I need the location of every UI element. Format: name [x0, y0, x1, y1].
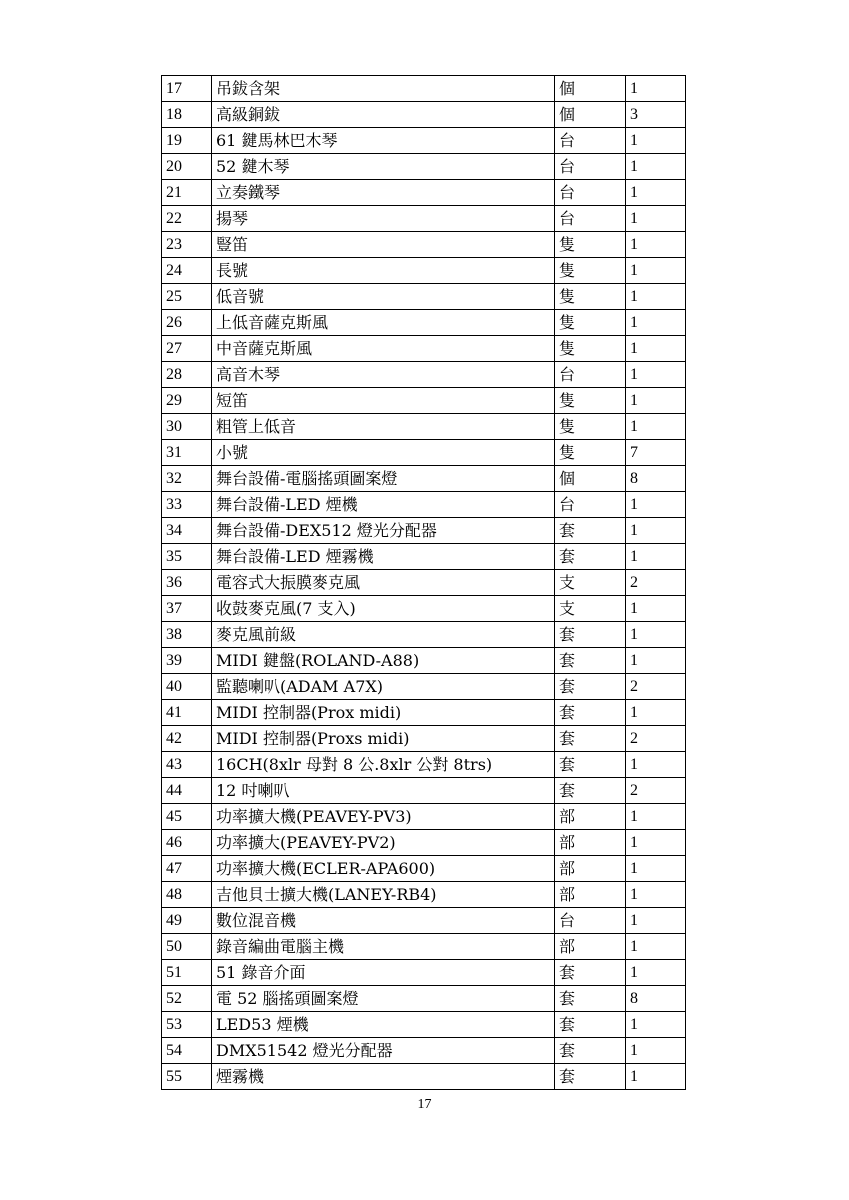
item-unit: 套	[555, 726, 626, 752]
table-row	[162, 102, 686, 128]
item-unit: 部	[555, 882, 626, 908]
table-row	[162, 154, 686, 180]
item-number: 43	[162, 752, 212, 778]
table-row	[162, 726, 686, 752]
item-quantity: 1	[626, 960, 686, 986]
item-name: 監聽喇叭(ADAM A7X)	[212, 674, 555, 700]
item-number: 41	[162, 700, 212, 726]
equipment-table	[161, 75, 686, 1090]
item-name: 豎笛	[212, 232, 555, 258]
item-name: DMX51542 燈光分配器	[212, 1038, 555, 1064]
item-name: 上低音薩克斯風	[212, 310, 555, 336]
item-name: MIDI 鍵盤(ROLAND-A88)	[212, 648, 555, 674]
item-quantity: 1	[626, 908, 686, 934]
item-number: 49	[162, 908, 212, 934]
table-row	[162, 544, 686, 570]
table-row	[162, 1038, 686, 1064]
item-unit: 台	[555, 154, 626, 180]
item-unit: 支	[555, 596, 626, 622]
table-row	[162, 310, 686, 336]
item-quantity: 1	[626, 180, 686, 206]
table-row	[162, 128, 686, 154]
item-name: 短笛	[212, 388, 555, 414]
item-quantity: 1	[626, 284, 686, 310]
item-name: 中音薩克斯風	[212, 336, 555, 362]
item-number: 42	[162, 726, 212, 752]
item-unit: 隻	[555, 310, 626, 336]
item-number: 27	[162, 336, 212, 362]
item-quantity: 1	[626, 232, 686, 258]
item-unit: 套	[555, 544, 626, 570]
item-number: 19	[162, 128, 212, 154]
item-quantity: 2	[626, 726, 686, 752]
table-row	[162, 466, 686, 492]
item-unit: 隻	[555, 336, 626, 362]
item-quantity: 1	[626, 882, 686, 908]
item-unit: 套	[555, 518, 626, 544]
item-number: 31	[162, 440, 212, 466]
item-name: 吊鈸含架	[212, 76, 555, 102]
item-name: MIDI 控制器(Proxs midi)	[212, 726, 555, 752]
item-quantity: 1	[626, 336, 686, 362]
item-quantity: 1	[626, 752, 686, 778]
item-unit: 套	[555, 986, 626, 1012]
table-row	[162, 622, 686, 648]
item-unit: 支	[555, 570, 626, 596]
equipment-table-body	[162, 76, 686, 1090]
item-number: 37	[162, 596, 212, 622]
item-name: 舞台設備-LED 煙霧機	[212, 544, 555, 570]
table-row	[162, 284, 686, 310]
item-name: 數位混音機	[212, 908, 555, 934]
item-number: 40	[162, 674, 212, 700]
item-quantity: 1	[626, 856, 686, 882]
item-number: 34	[162, 518, 212, 544]
item-unit: 個	[555, 76, 626, 102]
item-quantity: 1	[626, 544, 686, 570]
table-row	[162, 362, 686, 388]
item-number: 39	[162, 648, 212, 674]
item-name: 高級銅鈸	[212, 102, 555, 128]
item-number: 38	[162, 622, 212, 648]
table-row	[162, 778, 686, 804]
item-number: 50	[162, 934, 212, 960]
item-name: 電 52 腦搖頭圖案燈	[212, 986, 555, 1012]
table-row	[162, 960, 686, 986]
item-quantity: 1	[626, 310, 686, 336]
item-number: 51	[162, 960, 212, 986]
item-name: 小號	[212, 440, 555, 466]
item-unit: 套	[555, 648, 626, 674]
table-row	[162, 518, 686, 544]
table-row	[162, 414, 686, 440]
item-unit: 個	[555, 466, 626, 492]
item-name: 高音木琴	[212, 362, 555, 388]
item-number: 54	[162, 1038, 212, 1064]
item-number: 46	[162, 830, 212, 856]
item-name: 52 鍵木琴	[212, 154, 555, 180]
item-quantity: 1	[626, 934, 686, 960]
table-row	[162, 648, 686, 674]
item-unit: 隻	[555, 440, 626, 466]
item-quantity: 3	[626, 102, 686, 128]
item-unit: 部	[555, 856, 626, 882]
item-unit: 隻	[555, 388, 626, 414]
item-number: 21	[162, 180, 212, 206]
item-name: MIDI 控制器(Prox midi)	[212, 700, 555, 726]
item-unit: 套	[555, 778, 626, 804]
item-name: 麥克風前級	[212, 622, 555, 648]
item-unit: 部	[555, 934, 626, 960]
item-quantity: 1	[626, 206, 686, 232]
item-unit: 套	[555, 1012, 626, 1038]
item-unit: 台	[555, 128, 626, 154]
table-row	[162, 440, 686, 466]
item-quantity: 1	[626, 700, 686, 726]
item-name: 電容式大振膜麥克風	[212, 570, 555, 596]
table-row	[162, 388, 686, 414]
item-quantity: 7	[626, 440, 686, 466]
item-number: 23	[162, 232, 212, 258]
item-unit: 套	[555, 1038, 626, 1064]
item-quantity: 2	[626, 778, 686, 804]
item-unit: 套	[555, 622, 626, 648]
item-number: 48	[162, 882, 212, 908]
item-quantity: 1	[626, 1012, 686, 1038]
item-number: 29	[162, 388, 212, 414]
item-quantity: 1	[626, 596, 686, 622]
item-number: 24	[162, 258, 212, 284]
table-row	[162, 752, 686, 778]
item-unit: 個	[555, 102, 626, 128]
item-number: 44	[162, 778, 212, 804]
item-name: 舞台設備-LED 煙機	[212, 492, 555, 518]
item-number: 55	[162, 1064, 212, 1090]
item-quantity: 1	[626, 622, 686, 648]
table-row	[162, 232, 686, 258]
table-row	[162, 180, 686, 206]
item-name: 揚琴	[212, 206, 555, 232]
item-unit: 台	[555, 206, 626, 232]
item-name: 煙霧機	[212, 1064, 555, 1090]
item-name: 立奏鐵琴	[212, 180, 555, 206]
item-unit: 套	[555, 674, 626, 700]
item-quantity: 1	[626, 362, 686, 388]
table-row	[162, 856, 686, 882]
table-row	[162, 986, 686, 1012]
item-quantity: 1	[626, 830, 686, 856]
item-number: 28	[162, 362, 212, 388]
item-number: 35	[162, 544, 212, 570]
item-name: LED53 煙機	[212, 1012, 555, 1038]
item-number: 26	[162, 310, 212, 336]
table-row	[162, 700, 686, 726]
item-unit: 隻	[555, 258, 626, 284]
item-quantity: 1	[626, 154, 686, 180]
item-name: 收鼓麥克風(7 支入)	[212, 596, 555, 622]
item-quantity: 1	[626, 128, 686, 154]
table-row	[162, 206, 686, 232]
item-quantity: 1	[626, 258, 686, 284]
item-quantity: 2	[626, 570, 686, 596]
item-quantity: 1	[626, 388, 686, 414]
table-row	[162, 570, 686, 596]
item-number: 33	[162, 492, 212, 518]
item-quantity: 1	[626, 1064, 686, 1090]
item-name: 16CH(8xlr 母對 8 公.8xlr 公對 8trs)	[212, 752, 555, 778]
item-number: 36	[162, 570, 212, 596]
item-quantity: 2	[626, 674, 686, 700]
item-unit: 隻	[555, 414, 626, 440]
item-name: 功率擴大機(PEAVEY-PV3)	[212, 804, 555, 830]
item-quantity: 1	[626, 804, 686, 830]
item-name: 舞台設備-電腦搖頭圖案燈	[212, 466, 555, 492]
item-quantity: 1	[626, 1038, 686, 1064]
table-row	[162, 336, 686, 362]
item-number: 20	[162, 154, 212, 180]
item-unit: 台	[555, 362, 626, 388]
table-row	[162, 76, 686, 102]
item-name: 61 鍵馬林巴木琴	[212, 128, 555, 154]
item-number: 30	[162, 414, 212, 440]
item-number: 47	[162, 856, 212, 882]
table-row	[162, 830, 686, 856]
item-name: 12 吋喇叭	[212, 778, 555, 804]
item-unit: 台	[555, 180, 626, 206]
item-unit: 套	[555, 960, 626, 986]
item-name: 吉他貝士擴大機(LANEY-RB4)	[212, 882, 555, 908]
item-unit: 套	[555, 1064, 626, 1090]
item-name: 51 錄音介面	[212, 960, 555, 986]
item-quantity: 1	[626, 492, 686, 518]
item-quantity: 1	[626, 414, 686, 440]
item-unit: 部	[555, 830, 626, 856]
item-number: 53	[162, 1012, 212, 1038]
item-name: 功率擴大(PEAVEY-PV2)	[212, 830, 555, 856]
item-unit: 部	[555, 804, 626, 830]
item-name: 低音號	[212, 284, 555, 310]
item-number: 17	[162, 76, 212, 102]
item-quantity: 8	[626, 466, 686, 492]
item-unit: 台	[555, 908, 626, 934]
item-name: 舞台設備-DEX512 燈光分配器	[212, 518, 555, 544]
table-row	[162, 596, 686, 622]
table-row	[162, 1012, 686, 1038]
item-quantity: 1	[626, 648, 686, 674]
item-quantity: 1	[626, 518, 686, 544]
item-unit: 隻	[555, 284, 626, 310]
item-name: 粗管上低音	[212, 414, 555, 440]
item-unit: 隻	[555, 232, 626, 258]
item-number: 45	[162, 804, 212, 830]
item-name: 錄音編曲電腦主機	[212, 934, 555, 960]
item-quantity: 1	[626, 76, 686, 102]
item-number: 52	[162, 986, 212, 1012]
item-unit: 台	[555, 492, 626, 518]
item-number: 22	[162, 206, 212, 232]
item-name: 長號	[212, 258, 555, 284]
item-name: 功率擴大機(ECLER-APA600)	[212, 856, 555, 882]
page-number: 17	[417, 1097, 432, 1112]
item-unit: 套	[555, 752, 626, 778]
table-row	[162, 804, 686, 830]
table-row	[162, 492, 686, 518]
item-number: 18	[162, 102, 212, 128]
item-number: 32	[162, 466, 212, 492]
table-row	[162, 882, 686, 908]
table-row	[162, 934, 686, 960]
item-quantity: 8	[626, 986, 686, 1012]
table-row	[162, 674, 686, 700]
table-row	[162, 908, 686, 934]
table-row	[162, 1064, 686, 1090]
item-unit: 套	[555, 700, 626, 726]
table-row	[162, 258, 686, 284]
item-number: 25	[162, 284, 212, 310]
